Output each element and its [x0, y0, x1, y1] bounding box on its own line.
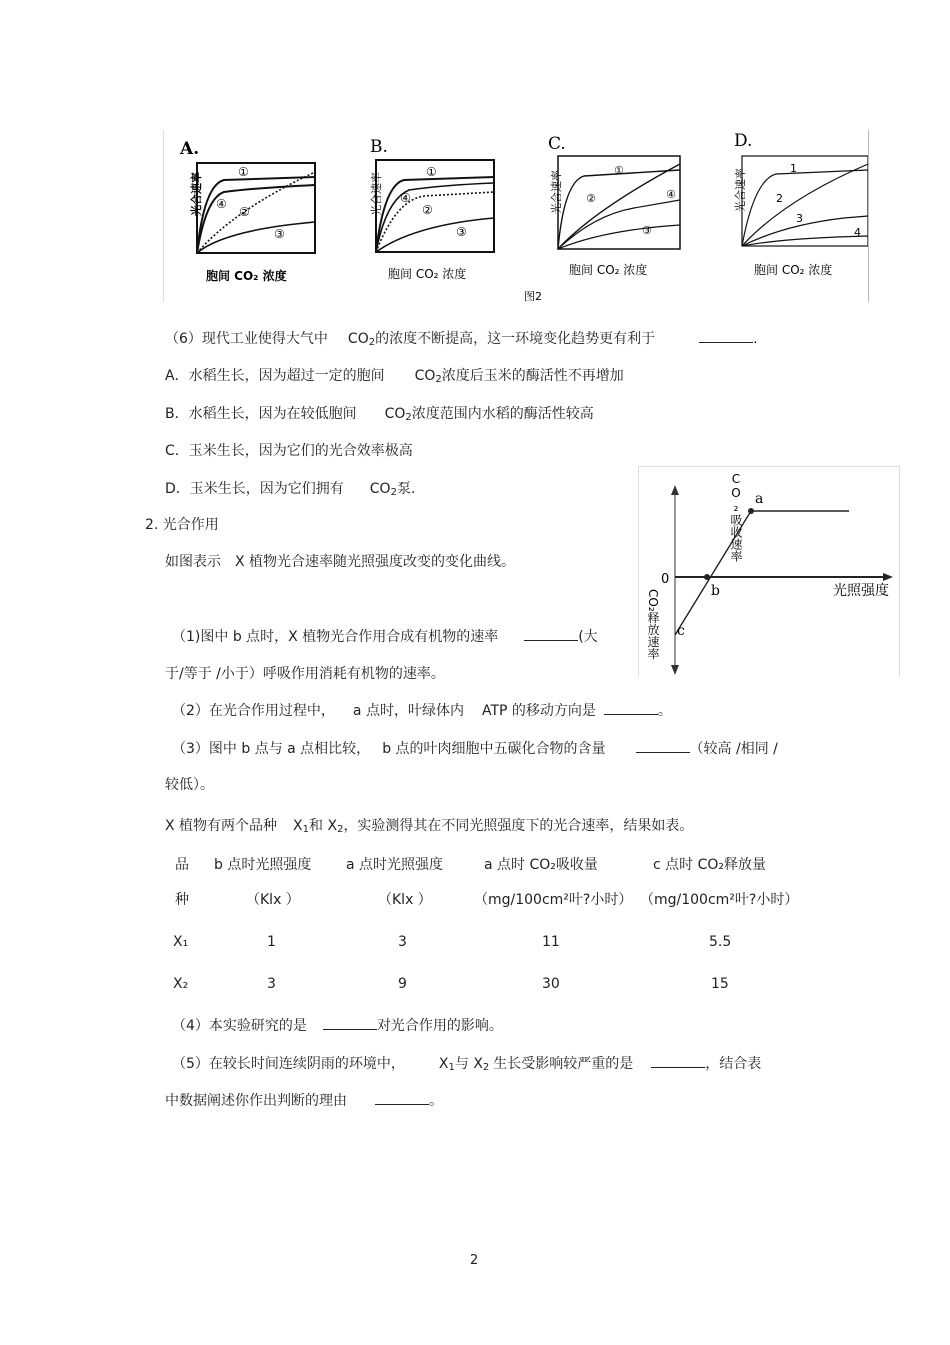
- panel-c-label-1: ①: [614, 164, 624, 177]
- panel-b: [369, 137, 494, 281]
- q2-part3-b: b 点的叶肉细胞中五碳化合物的含量: [382, 741, 606, 757]
- panel-d-label-4: 4: [854, 226, 861, 239]
- q6-option-b-text: B．水稻生长，因为在较低胞间: [165, 406, 357, 422]
- panel-a-label-2: ②: [239, 205, 250, 219]
- q2-part1-b: (大: [578, 629, 598, 645]
- q2-part1-cont: 于/等于 /小于）呼吸作用消耗有机物的速率。: [165, 666, 445, 682]
- graph-point-c: c: [677, 623, 685, 639]
- light-curve-svg: [639, 467, 899, 677]
- q6-stem-a: （6）现代工业使得大气中: [165, 331, 328, 347]
- panel-b-label-1: ①: [426, 165, 437, 179]
- panel-b-letter: B.: [370, 137, 388, 157]
- q2-heading: 2. 光合作用: [145, 517, 219, 533]
- q2-part2-b: a 点时，叶绿体内: [352, 703, 464, 719]
- q6-option-a: A．水稻生长，因为超过一定的胞间 $CO_2$浓度后玉米的酶活性不再增加: [165, 368, 624, 385]
- q2-intro-b: X 植物光合速率随光照强度改变的变化曲线。: [235, 554, 516, 570]
- q2-part2-c: ATP 的移动方向是: [481, 703, 596, 719]
- q2-part2-blank[interactable]: [604, 702, 658, 715]
- panel-a-letter: A.: [180, 139, 200, 159]
- panel-a-label-1: ①: [238, 165, 249, 179]
- table-row-1-name: X₁: [173, 934, 189, 950]
- table-subheader-4: （mg/100cm²叶?小时）: [474, 892, 633, 908]
- panel-a-label-4: ④: [216, 197, 227, 211]
- q2-part3-cont: 较低）。: [165, 777, 214, 793]
- panel-c-label-3: ③: [642, 224, 652, 237]
- q6-option-b-rest: 浓度范围内水稻的酶活性较高: [411, 406, 594, 422]
- panel-d-label-2: 2: [776, 192, 783, 205]
- q6-end: .: [753, 331, 758, 347]
- panel-c-letter: C.: [548, 134, 566, 154]
- q6-option-a-rest: 浓度后玉米的酶活性不再增加: [441, 368, 624, 384]
- q2-part5-f: 中数据阐述你作出判断的理由: [165, 1093, 347, 1109]
- q6-option-c: [165, 440, 413, 460]
- panel-d-label-1: 1: [790, 162, 797, 175]
- q2-part5-x1: X: [438, 1056, 449, 1072]
- panel-c: [548, 134, 680, 277]
- panel-a: [179, 139, 315, 283]
- graph-origin: 0: [661, 572, 670, 587]
- q2-part5-a: （5）在较长时间连续阴雨的环境中，: [172, 1056, 405, 1072]
- q2-varieties-d: ，实验测得其在不同光照强度下的光合速率，结果如表。: [343, 818, 694, 834]
- q6-option-a-co2: CO: [414, 368, 436, 384]
- q6-answer-blank[interactable]: [699, 330, 753, 343]
- q6-option-b: B．水稻生长，因为在较低胞间 $CO_2$浓度范围内水稻的酶活性较高: [165, 406, 594, 423]
- panel-d: [733, 131, 868, 277]
- q2-part5-blank-2[interactable]: [375, 1092, 429, 1105]
- page-number: 2: [470, 1253, 479, 1268]
- q2-varieties-x1: X: [293, 818, 303, 834]
- table-row-2-a: 9: [398, 976, 407, 992]
- panel-b-label-3: ③: [456, 225, 467, 239]
- panel-b-label-4: ④: [400, 191, 411, 205]
- q2-part3-blank[interactable]: [636, 740, 690, 753]
- q2-part5-g: 。: [429, 1093, 443, 1109]
- q2-intro-a: 如图表示: [165, 554, 221, 570]
- panel-a-xlabel: 胞间 CO₂ 浓度: [206, 269, 287, 283]
- table-row-1-release: 5.5: [709, 934, 732, 950]
- q2-part2-d: 。: [657, 703, 672, 719]
- graph-point-b: b: [711, 583, 720, 599]
- light-curve-graph: [638, 466, 900, 677]
- graph-ylabel-top-text: CO₂吸收速率: [653, 472, 743, 486]
- q2-part5: （5）在较长时间连续阴雨的环境中， $X_1$与 $X_2$ 生长受影响较严重的是 ，结合表: [172, 1056, 762, 1073]
- table-subheader-1: 种: [175, 892, 189, 908]
- q6-option-d-co2: CO: [369, 481, 391, 497]
- table-header-5: c 点时 CO₂释放量: [653, 857, 767, 873]
- table-row-1-b: 1: [267, 934, 276, 950]
- graph-ylabel-bottom: CO₂释放速率: [646, 589, 660, 660]
- q2-part5-c: 与 X: [454, 1056, 483, 1072]
- q6-option-c-text: C．玉米生长，因为它们的光合效率极高: [165, 443, 413, 459]
- panel-a-ylabel: 光合速率: [190, 172, 203, 216]
- table-row-1-absorb: 11: [542, 934, 560, 950]
- q2-varieties: X 植物有两个品种 $X_1$和 $X_2$，实验测得其在不同光照强度下的光合速率，结果如表。: [165, 818, 694, 835]
- q6-option-a-text: A．水稻生长，因为超过一定的胞间: [165, 368, 385, 384]
- figure-caption: 图2: [524, 290, 542, 302]
- table-subheader-3: （Klx ）: [378, 892, 432, 908]
- table-row-1-a: 3: [398, 934, 407, 950]
- table-subheader-2: （Klx ）: [246, 892, 300, 908]
- table-row-2-b: 3: [267, 976, 276, 992]
- figure-2-svg: [164, 130, 868, 302]
- q6-stem-co2: CO: [347, 331, 369, 347]
- table-header-4: a 点时 CO₂吸收量: [484, 857, 598, 873]
- panel-c-ylabel: 光合速率: [550, 170, 563, 214]
- table-header-1: 品: [175, 857, 189, 873]
- panel-a-label-3: ③: [274, 227, 285, 241]
- panel-d-label-3: 3: [796, 212, 803, 225]
- q6-stem: （6）现代工业使得大气中 $CO_2$的浓度不断提高，这一环境变化趋势更有利于 .: [165, 331, 758, 348]
- table-subheader-5: （mg/100cm²叶?小时）: [640, 892, 799, 908]
- panel-d-letter: D.: [734, 131, 753, 151]
- q2-part2-a: （2）在光合作用过程中，: [172, 703, 335, 719]
- q2-part5-d: 生长受影响较严重的是: [493, 1056, 634, 1072]
- panel-c-xlabel: 胞间 CO₂ 浓度: [569, 263, 648, 277]
- graph-point-a: a: [755, 491, 764, 507]
- q2-part3-a: （3）图中 b 点与 a 点相比较，: [172, 741, 371, 757]
- q6-option-d-rest: 泵.: [396, 481, 416, 497]
- table-header-3: a 点时光照强度: [346, 857, 444, 873]
- q2-part5-cont: [165, 1090, 443, 1110]
- q6-stem-c: 的浓度不断提高，这一环境变化趋势更有利于: [375, 331, 656, 347]
- q2-part4-b: 对光合作用的影响。: [376, 1018, 503, 1034]
- q2-part3-c: （较高 /相同 /: [689, 741, 778, 757]
- q6-option-b-co2: CO: [384, 406, 406, 422]
- panel-c-label-4: ④: [666, 188, 676, 201]
- q2-part5-blank-1[interactable]: [651, 1055, 705, 1068]
- q2-part1-blank[interactable]: [524, 628, 578, 641]
- q2-part1-a: （1)图中 b 点时，X 植物光合作用合成有机物的速率: [172, 629, 499, 645]
- panel-d-xlabel: 胞间 CO₂ 浓度: [754, 263, 833, 277]
- q2-varieties-c: 和 X: [309, 818, 338, 834]
- panel-b-xlabel: 胞间 CO₂ 浓度: [388, 267, 467, 281]
- q2-part4-blank[interactable]: [323, 1017, 377, 1030]
- q6-option-d-text: D．玉米生长，因为它们拥有: [165, 481, 344, 497]
- graph-ylabel-top: [653, 472, 743, 562]
- q2-part3: [172, 738, 778, 758]
- figure-2: [163, 130, 869, 302]
- panel-c-label-2: ②: [586, 192, 596, 205]
- panel-b-ylabel: 光合速率: [370, 172, 383, 216]
- q2-part1: [172, 626, 598, 646]
- q2-varieties-a: X 植物有两个品种: [165, 818, 278, 834]
- table-row-2-release: 15: [711, 976, 729, 992]
- q2-part4: [172, 1015, 503, 1035]
- table-header-2: b 点时光照强度: [214, 857, 312, 873]
- q2-part5-e: ，结合表: [705, 1056, 762, 1072]
- q2-part4-a: （4）本实验研究的是: [172, 1018, 307, 1034]
- panel-d-ylabel: 光合速率: [734, 168, 747, 212]
- q6-option-d: D．玉米生长，因为它们拥有 $CO_2$泵.: [165, 481, 416, 498]
- q2-intro: [165, 551, 515, 571]
- q2-part2: [172, 700, 672, 720]
- panel-b-label-2: ②: [422, 203, 433, 217]
- table-row-2-name: X₂: [173, 976, 189, 992]
- graph-xlabel: 光照强度: [833, 583, 889, 599]
- table-row-2-absorb: 30: [542, 976, 560, 992]
